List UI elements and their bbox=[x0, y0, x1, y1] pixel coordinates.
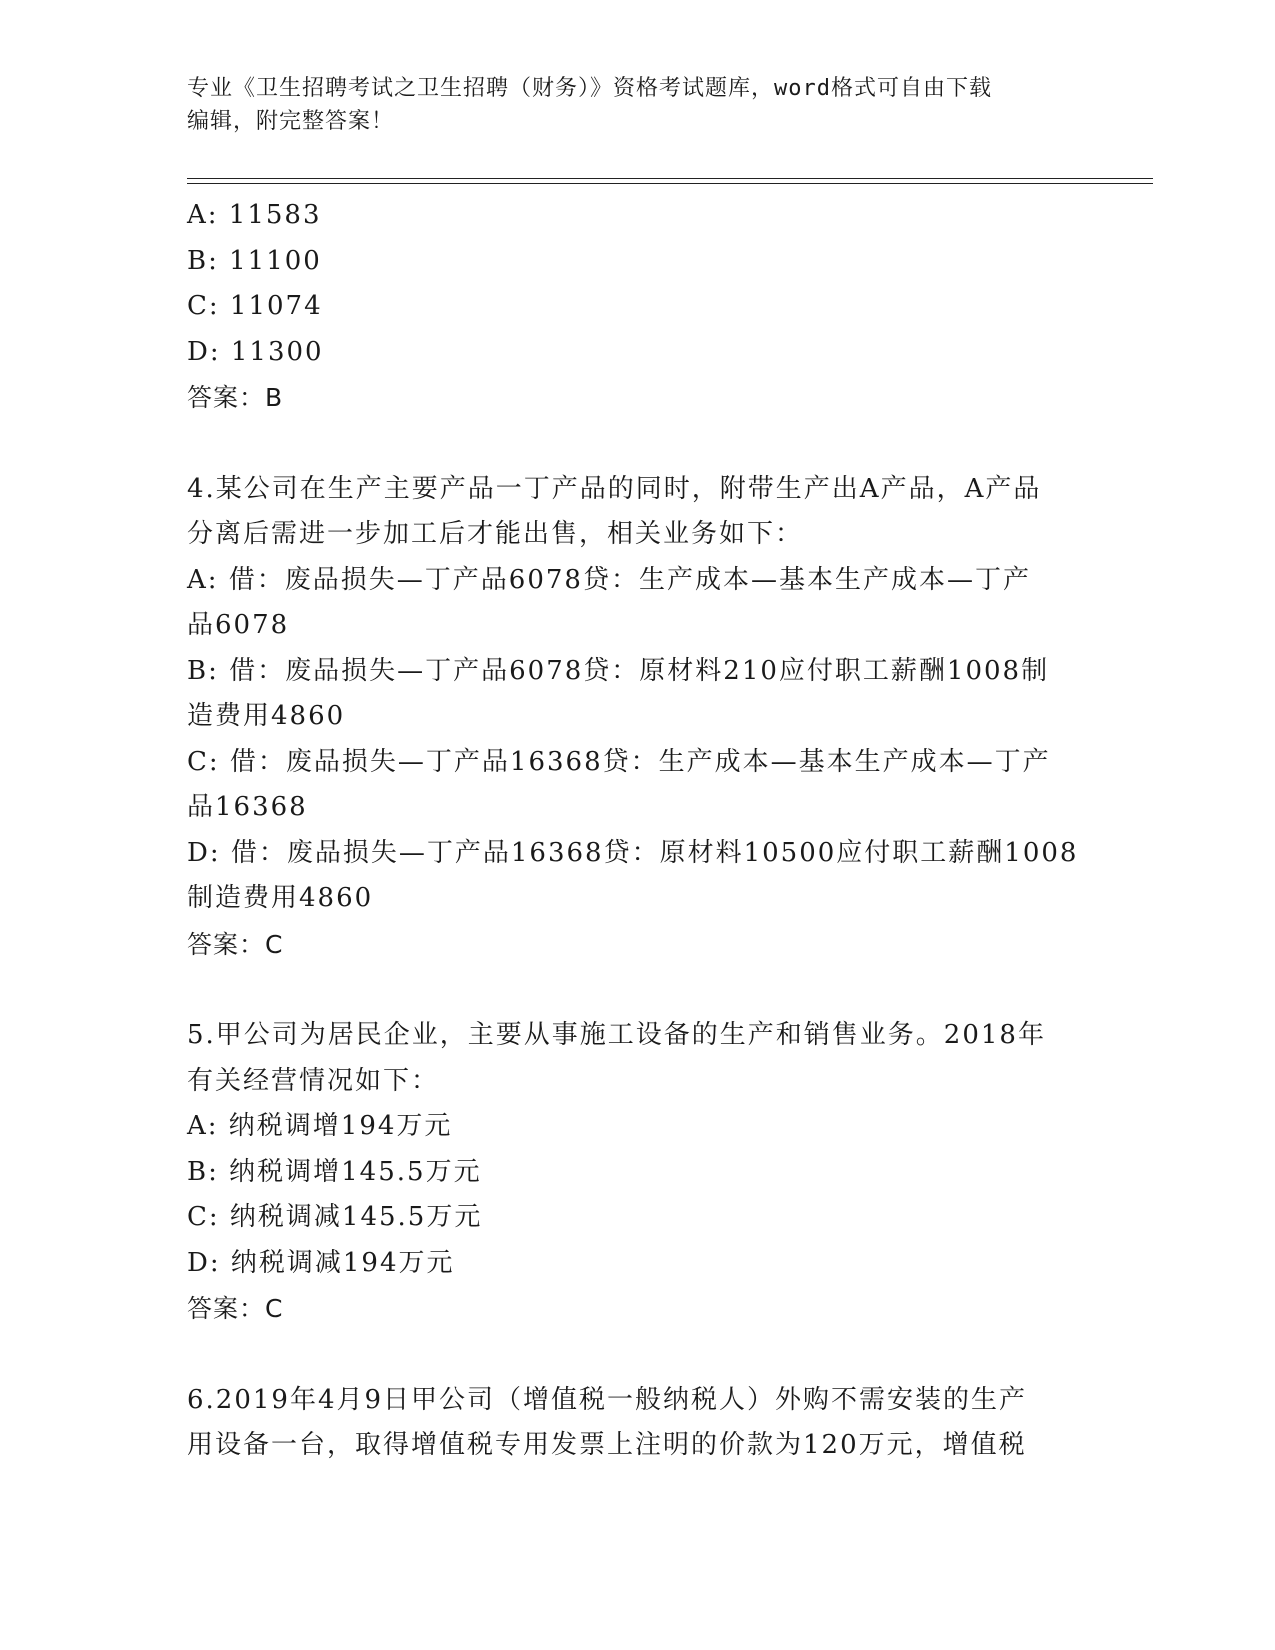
header-rule-top bbox=[187, 178, 1153, 179]
option-c: C: 11074 bbox=[187, 291, 323, 321]
option-c-cont: 品16368 bbox=[187, 792, 308, 822]
spacer bbox=[187, 1332, 1087, 1378]
option-c: C: 纳税调减145.5万元 bbox=[187, 1202, 483, 1232]
option-a-cont: 品6078 bbox=[187, 610, 290, 640]
spacer bbox=[187, 967, 1087, 1013]
header-line-2: 编辑，附完整答案！ bbox=[187, 109, 395, 134]
option-a: A: 借：废品损失—丁产品6078贷：生产成本—基本生产成本—丁产 bbox=[187, 564, 1031, 595]
question-6 bbox=[187, 1378, 1087, 1469]
header-line-1: 专业《卫生招聘考试之卫生招聘（财务）》资格考试题库，word格式可自由下载 bbox=[187, 76, 992, 101]
option-b: B: 借：废品损失—丁产品6078贷：原材料210应付职工薪酬1008制 bbox=[187, 655, 1050, 686]
question-stem: 5.甲公司为居民企业，主要从事施工设备的生产和销售业务。2018年 bbox=[187, 1020, 1046, 1050]
option-d: D: 借：废品损失—丁产品16368贷：原材料10500应付职工薪酬1008 bbox=[187, 837, 1079, 868]
question-stem: 6.2019年4月9日甲公司（增值税一般纳税人）外购不需安装的生产 bbox=[187, 1384, 1028, 1415]
header-rule-bottom bbox=[187, 183, 1153, 184]
option-a: A: 11583 bbox=[187, 200, 322, 230]
answer: 答案：C bbox=[187, 1294, 284, 1323]
question-5 bbox=[187, 1013, 1087, 1332]
question-stem-cont: 用设备一台，取得增值税专用发票上注明的价款为120万元，增值税 bbox=[187, 1430, 1027, 1460]
option-b: B: 纳税调增145.5万元 bbox=[187, 1156, 482, 1187]
answer: 答案：C bbox=[187, 929, 284, 959]
option-b-cont: 造费用4860 bbox=[187, 701, 346, 731]
option-d: D: 纳税调减194万元 bbox=[187, 1247, 455, 1278]
answer: 答案：B bbox=[187, 383, 284, 412]
option-b: B: 11100 bbox=[187, 245, 322, 276]
question-stem: 4.某公司在生产主要产品一丁产品的同时，附带生产出A产品，A产品 bbox=[187, 473, 1042, 504]
question-stem-cont: 有关经营情况如下： bbox=[187, 1065, 440, 1096]
question-stem-cont: 分离后需进一步加工后才能出售，相关业务如下： bbox=[187, 519, 804, 549]
page-header bbox=[187, 72, 1087, 138]
question-4 bbox=[187, 467, 1087, 968]
option-a: A: 纳税调增194万元 bbox=[187, 1111, 453, 1141]
question-3 bbox=[187, 193, 1087, 421]
option-d-cont: 制造费用4860 bbox=[187, 883, 374, 913]
spacer bbox=[187, 421, 1087, 467]
option-d: D: 11300 bbox=[187, 336, 324, 367]
question-list bbox=[187, 193, 1087, 1469]
option-c: C: 借：废品损失—丁产品16368贷：生产成本—基本生产成本—丁产 bbox=[187, 746, 1051, 777]
